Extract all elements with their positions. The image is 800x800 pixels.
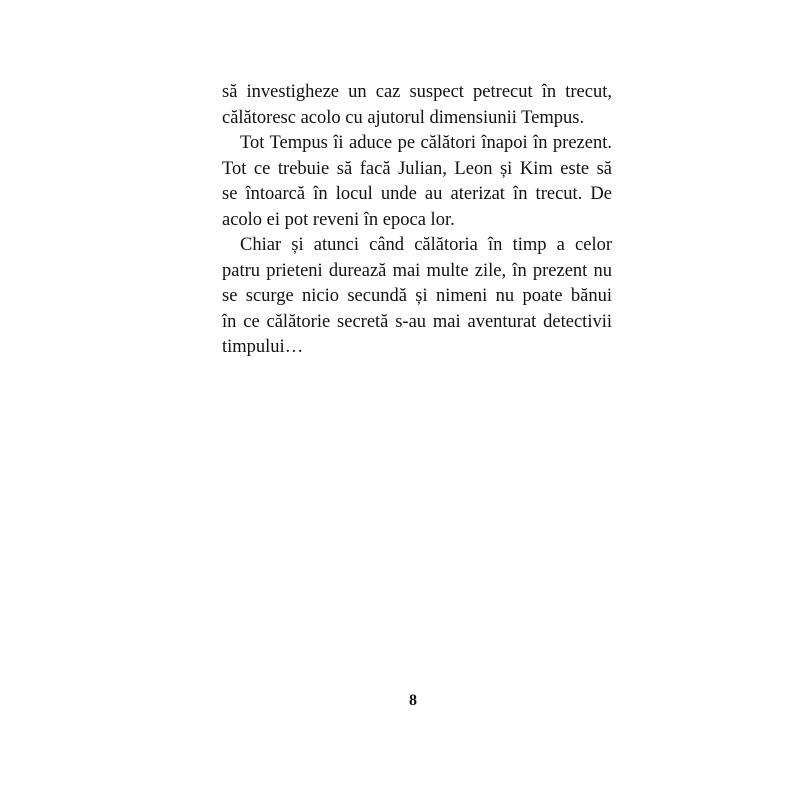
text-line: să investigheze un caz suspect petrecut în trecut, [222,82,612,102]
text-line: Tot Tempus îi aduce pe călători înapoi în prezent. [240,133,612,153]
paragraph-1 [222,80,612,131]
text-line: Tot ce trebuie să facă Julian, Leon și Kim este să [222,158,612,179]
paragraph-3 [222,233,612,361]
page-body-text [222,80,612,361]
text-line: patru prieteni durează mai multe zile, în prezent nu [222,260,612,281]
text-line: acolo ei pot reveni în epoca lor. [222,209,455,230]
page-number: 8 [409,692,417,709]
text-line: timpului… [222,337,304,357]
text-line: în ce călătorie secretă s-au mai aventurat detectivii [222,311,612,332]
paragraph-2 [222,131,612,233]
text-line: se scurge nicio secundă și nimeni nu poate bănui [222,286,612,306]
text-line: Chiar și atunci când călătoria în timp a celor [240,235,612,255]
text-line: se întoarcă în locul unde au aterizat în trecut. De [222,184,612,204]
text-line: călătoresc acolo cu ajutorul dimensiunii Tempus. [222,107,585,128]
